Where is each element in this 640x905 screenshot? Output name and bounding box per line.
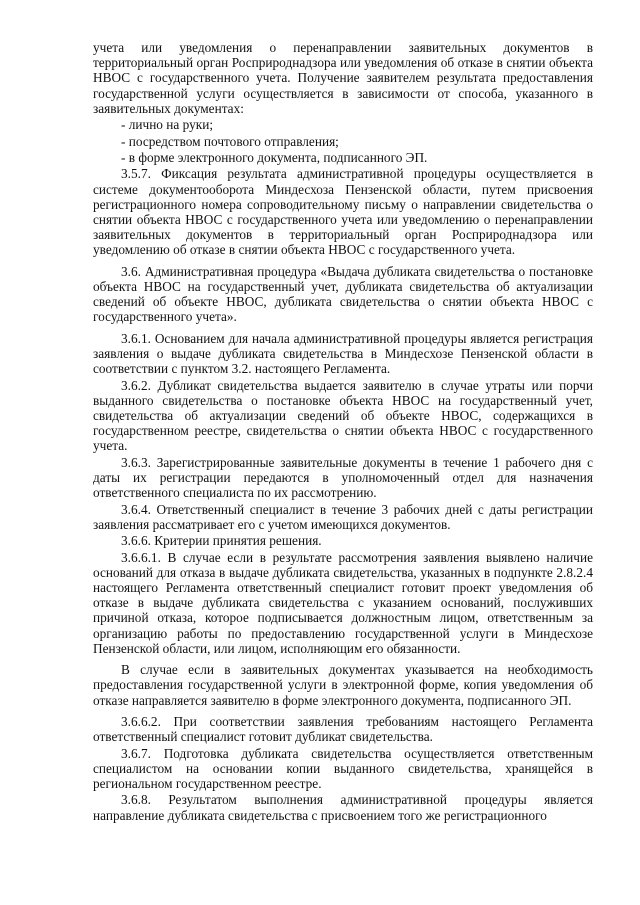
paragraph-3-6-1: 3.6.1. Основанием для начала административной процедуры является регистрация заявления о выдаче дубликата свидетельства в Миндесхозе Пензенской области в соответствии с пунктом 3.2. настоящего Регламента. bbox=[93, 330, 593, 377]
paragraph-3-6-8: 3.6.8. Результатом выполнения административной процедуры является направление дубликата свидетельства с присвоением того же регистрационного bbox=[93, 792, 593, 823]
paragraph-3-6: 3.6. Административная процедура «Выдача дубликата свидетельства о постановке объекта НВОС на государственный учет, дубликата свидетельства об актуализации сведений об объекте НВОС, дубликата свидетельства о снятии объекта НВОС с государственного учета». bbox=[93, 263, 593, 325]
paragraph-3-5-7: 3.5.7. Фиксация результата административной процедуры осуществляется в системе документооборота Миндесхоза Пензенской области, путем присвоения регистрационного номера сопроводительному письму о направлении свидетельства о снятии объекта НВОС с государственного учета или уведомлению о перенаправлении заявительных документов в территориальный орган Росприроднадзора или уведомлению об отказе в снятии объекта НВОС с государственного учета. bbox=[93, 166, 593, 258]
paragraph-3-6-2: 3.6.2. Дубликат свидетельства выдается заявителю в случае утраты или порчи выданного свидетельства о постановке объекта НВОС на государственный учет, свидетельства об актуализации сведений об объекте НВОС, содержащихся в государственном реестре, свидетельства о снятии объекта НВОС с государственного учета. bbox=[93, 377, 593, 454]
paragraph-electronic-form: В случае если в заявительных документах указывается на необходимость предоставления государственной услуги в электронной форме, копия уведомления об отказе направляется заявителю в форме электронного документа, подписанного ЭП. bbox=[93, 662, 593, 708]
paragraph-continuation: учета или уведомления о перенаправлении заявительных документов в территориальный орган Росприроднадзора или уведомления об отказе в снятии объекта НВОС с государственного учета. Получение заявителем результата предоставления государственной услуги осуществляется в зависимости от способа, указанного в заявительных документах: bbox=[93, 40, 593, 116]
paragraph-3-6-6-2: 3.6.6.2. При соответствии заявления требованиям настоящего Регламента ответственный специалист готовит дубликат свидетельства. bbox=[93, 713, 593, 745]
paragraph-3-6-4: 3.6.4. Ответственный специалист в течение 3 рабочих дней с даты регистрации заявления рассматривает его с учетом имеющихся документов. bbox=[93, 501, 593, 532]
list-item-in-person: - лично на руки; bbox=[121, 117, 214, 133]
paragraph-3-6-6: 3.6.6. Критерии принятия решения. bbox=[121, 533, 322, 549]
document-body bbox=[93, 40, 593, 824]
paragraph-3-6-6-1: 3.6.6.1. В случае если в результате рассмотрения заявления выявлено наличие оснований для отказа в выдаче дубликата свидетельства, указанных в подпункте 2.8.2.4 настоящего Регламента ответственный специалист готовит проект уведомления об отказе в выдаче дубликата свидетельства с указанием оснований, послуживших причиной отказа, которое подписывается должностным лицом, ответственным за организацию работы по предоставлению государственной услуги в Миндесхозе Пензенской области, или лицом, исполняющим его обязанности. bbox=[93, 549, 593, 656]
list-item-electronic: - в форме электронного документа, подписанного ЭП. bbox=[121, 149, 428, 165]
paragraph-3-6-7: 3.6.7. Подготовка дубликата свидетельства осуществляется ответственным специалистом на основании копии выданного свидетельства, хранящейся в региональном государственном реестре. bbox=[93, 745, 593, 791]
list-item-by-mail: - посредством почтового отправления; bbox=[121, 133, 339, 149]
paragraph-3-6-3: 3.6.3. Зарегистрированные заявительные документы в течение 1 рабочего дня с даты их регистрации передаются в уполномоченный отдел для назначения ответственного специалиста по их рассмотрению. bbox=[93, 454, 593, 501]
